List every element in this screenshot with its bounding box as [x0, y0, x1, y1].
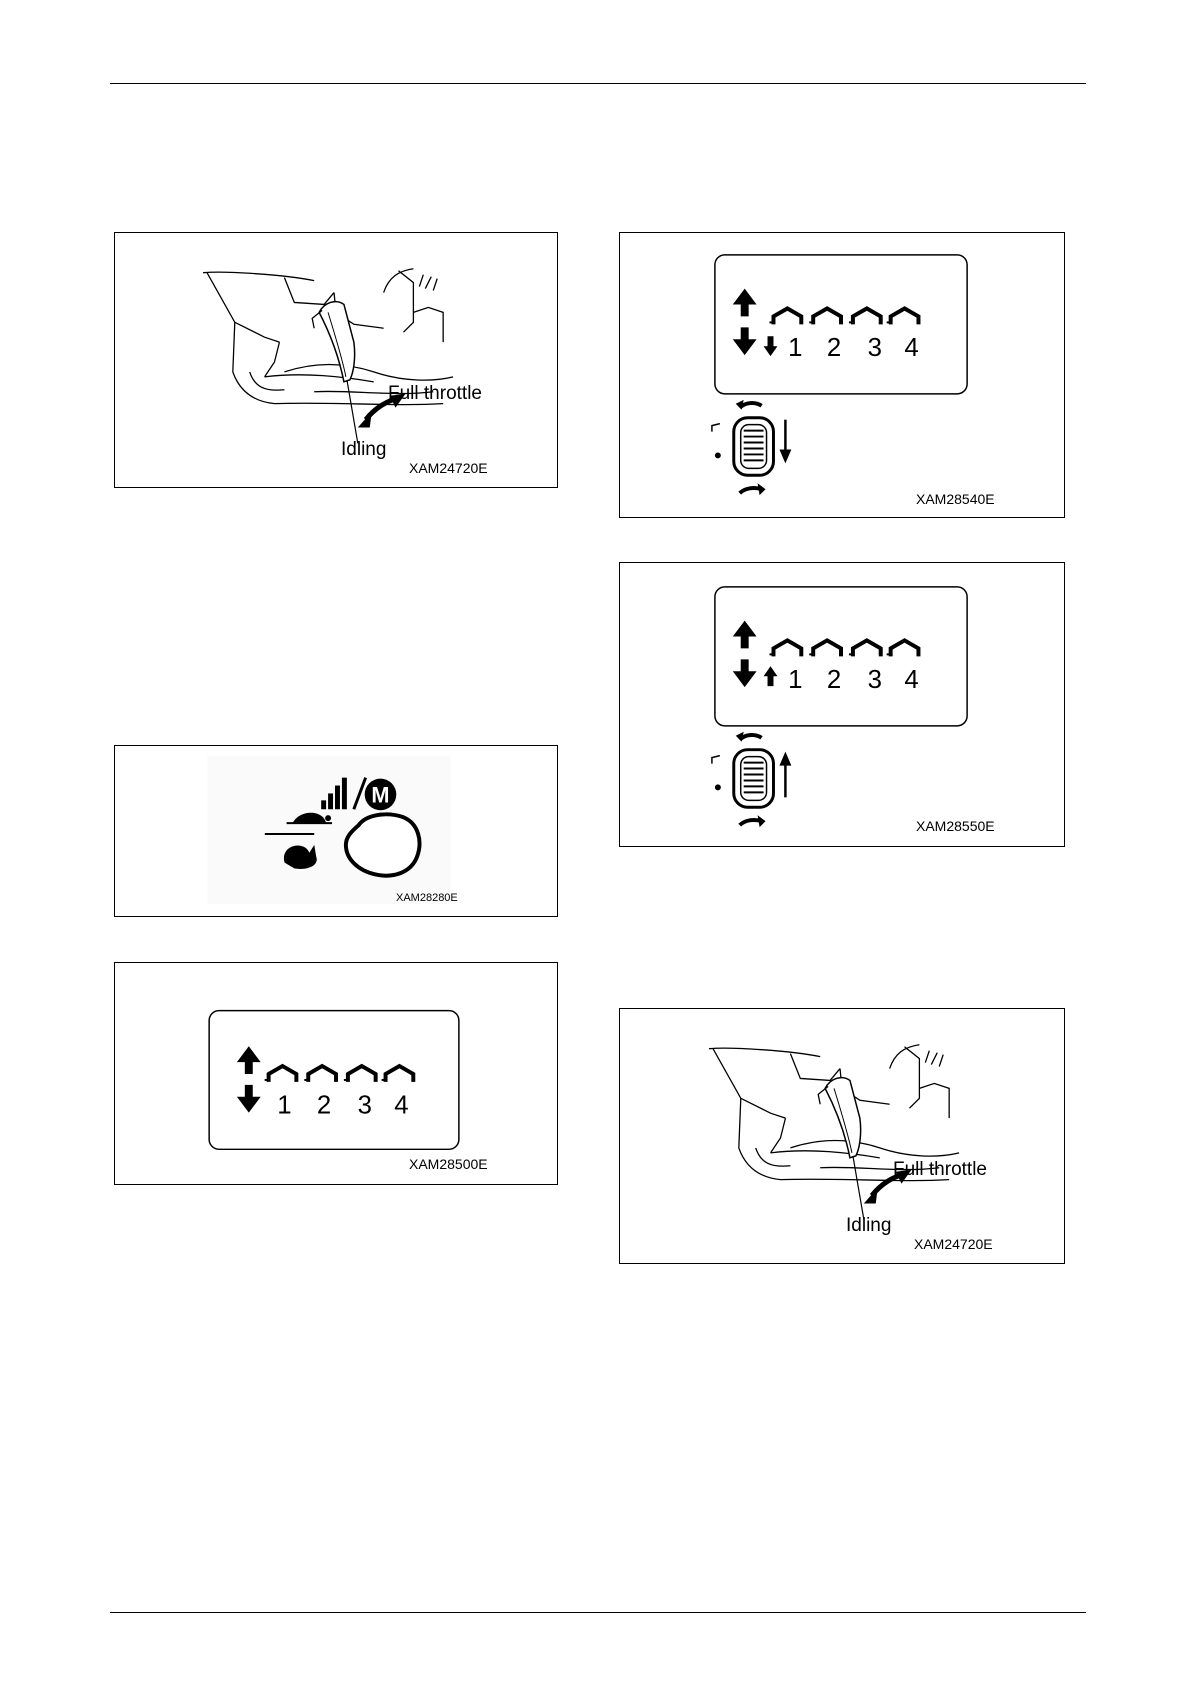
- figure-code: XAM28540E: [916, 491, 995, 507]
- throttle-lever-illustration: [115, 233, 557, 487]
- gear-display-illustration: [115, 963, 557, 1184]
- figure-code: XAM28280E: [396, 892, 458, 904]
- gear-digit-1: 1: [277, 1091, 292, 1120]
- gear-digit-3: 3: [867, 334, 882, 363]
- figure-gear-down: [619, 232, 1065, 518]
- figure-speed-mode-switch: [114, 745, 558, 917]
- speed-mode-illustration: [115, 746, 557, 916]
- footer-rule: [110, 1612, 1086, 1613]
- gear-digit-3: 3: [357, 1091, 372, 1120]
- throttle-lever-illustration: [620, 1009, 1064, 1263]
- figure-code: XAM28500E: [409, 1156, 488, 1172]
- gear-digit-2: 2: [826, 334, 842, 363]
- figure-code: XAM24720E: [914, 1236, 993, 1252]
- idling-label: Idling: [341, 439, 387, 460]
- figure-throttle-lever: [114, 232, 558, 488]
- full-throttle-label: Full throttle: [388, 383, 482, 404]
- figure-throttle-lever-2: [619, 1008, 1065, 1264]
- gear-digit-2: 2: [826, 666, 842, 695]
- gear-up-illustration: [620, 563, 1064, 846]
- gear-digit-4: 4: [394, 1091, 409, 1120]
- gear-digit-4: 4: [904, 334, 919, 363]
- figure-gear-up: [619, 562, 1065, 847]
- full-throttle-label: Full throttle: [893, 1159, 987, 1180]
- gear-digit-1: 1: [788, 666, 803, 695]
- svg-text:M: M: [371, 782, 390, 808]
- figure-code: XAM24720E: [409, 460, 488, 476]
- figure-gear-display: [114, 962, 558, 1185]
- idling-label: Idling: [846, 1215, 892, 1236]
- figure-code: XAM28550E: [916, 818, 995, 834]
- gear-digit-4: 4: [904, 666, 919, 695]
- gear-digit-1: 1: [788, 334, 803, 363]
- gear-digit-3: 3: [867, 666, 882, 695]
- gear-down-illustration: [620, 233, 1064, 517]
- header-rule: [110, 83, 1086, 84]
- gear-digit-2: 2: [316, 1091, 332, 1120]
